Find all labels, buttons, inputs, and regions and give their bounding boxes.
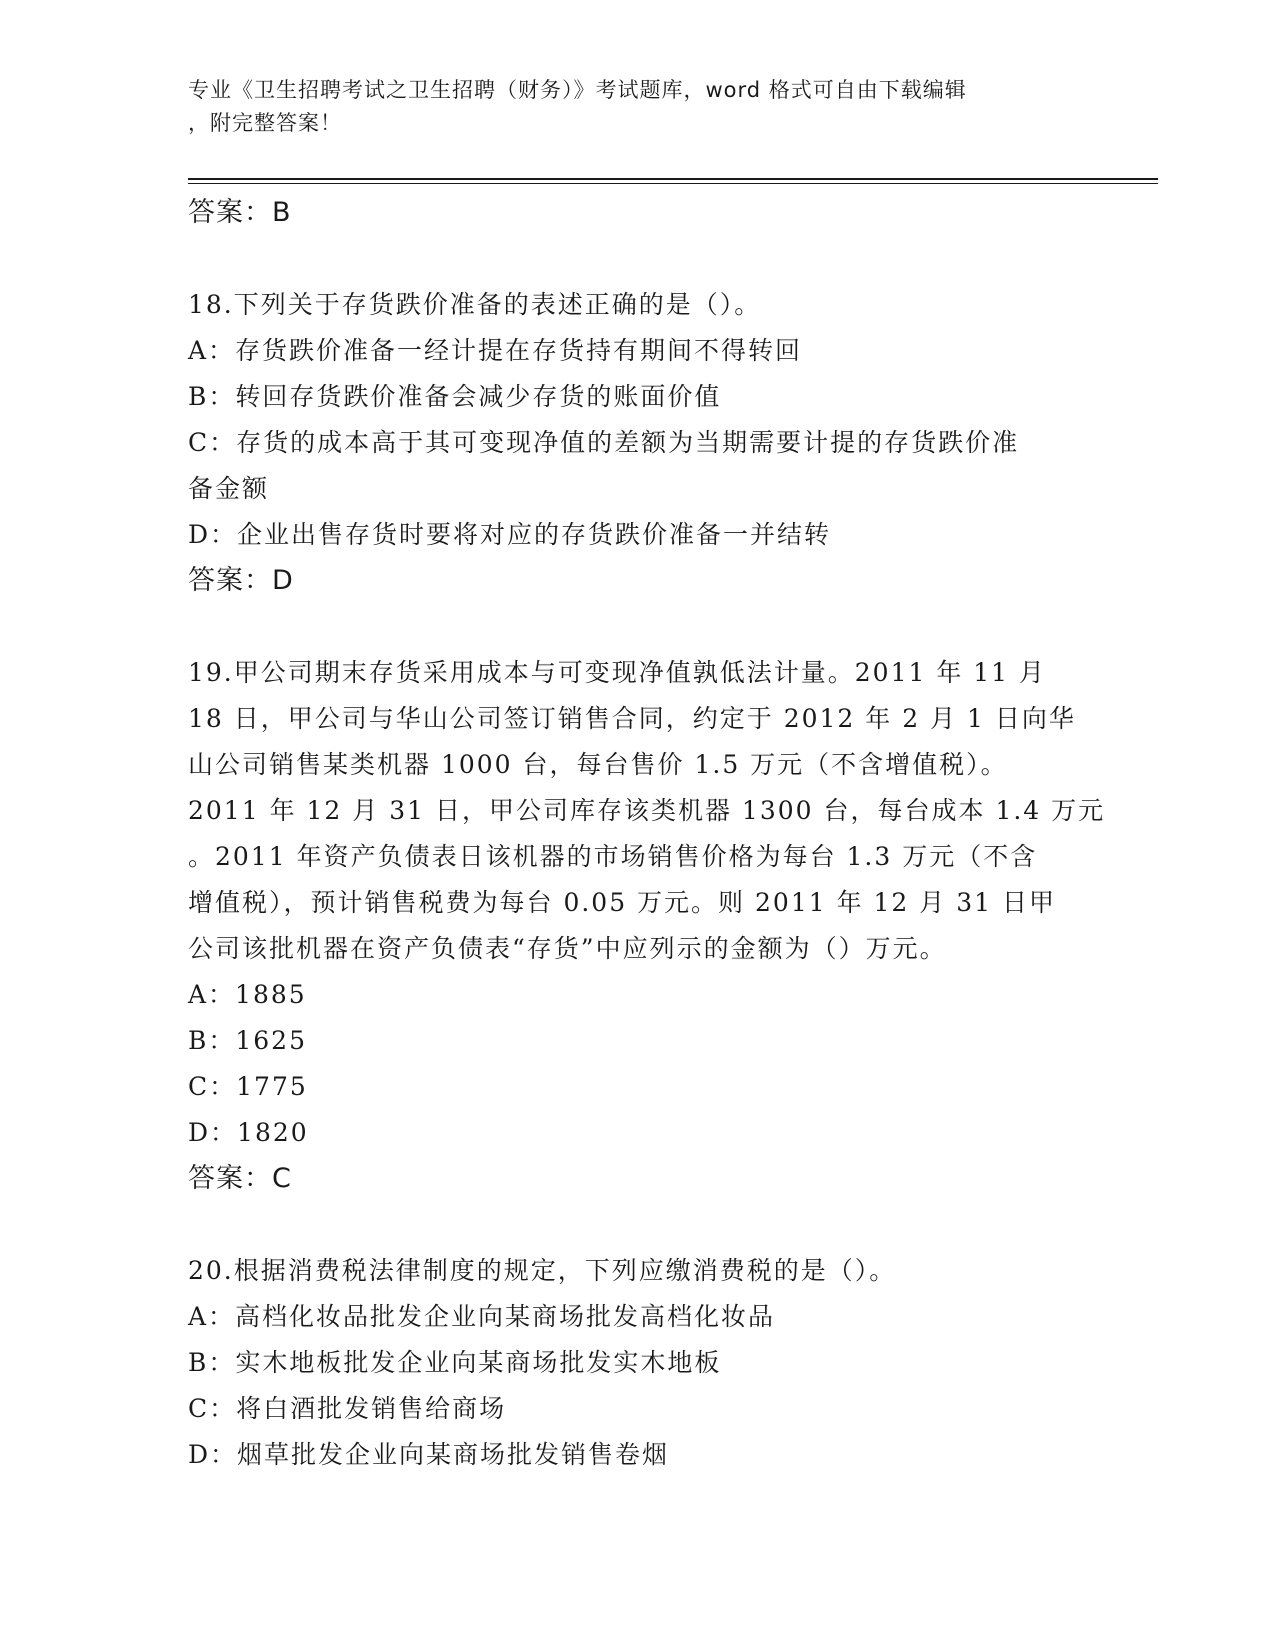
header-line-2: ，附完整答案！ <box>188 111 342 135</box>
question-18-option-b: B：转回存货跌价准备会减少存货的账面价值 <box>188 382 722 411</box>
question-18-option-a: A：存货跌价准备一经计提在存货持有期间不得转回 <box>188 336 803 365</box>
question-18 <box>188 282 1088 604</box>
question-18-option-c-line-1: C：存货的成本高于其可变现净值的差额为当期需要计提的存货跌价准 <box>188 428 1020 457</box>
question-19 <box>188 650 1106 1202</box>
question-20-option-d: D：烟草批发企业向某商场批发销售卷烟 <box>188 1440 670 1469</box>
question-20-option-b: B：实木地板批发企业向某商场批发实木地板 <box>188 1348 722 1377</box>
question-19-option-c: C：1775 <box>188 1072 308 1101</box>
question-content <box>188 190 1106 1478</box>
question-18-option-d: D：企业出售存货时要将对应的存货跌价准备一并结转 <box>188 520 832 549</box>
question-20-stem: 20.根据消费税法律制度的规定，下列应缴消费税的是（）。 <box>188 1256 897 1285</box>
question-19-option-b: B：1625 <box>188 1026 307 1055</box>
question-19-stem-line-4: 2011 年 12 月 31 日，甲公司库存该类机器 1300 台，每台成本 1.4 万元 <box>188 796 1106 825</box>
question-19-option-d: D：1820 <box>188 1118 309 1147</box>
page-header <box>188 74 1068 140</box>
question-19-stem-line-5: 。2011 年资产负债表日该机器的市场销售价格为每台 1.3 万元（不含 <box>188 842 1038 871</box>
question-19-stem-line-3: 山公司销售某类机器 1000 台，每台售价 1.5 万元（不含增值税）。 <box>188 750 1008 779</box>
question-20-option-c: C：将白酒批发销售给商场 <box>188 1394 507 1423</box>
question-20 <box>188 1248 1088 1478</box>
question-19-option-a: A：1885 <box>188 980 307 1009</box>
header-divider-thin <box>188 183 1158 184</box>
previous-answer: 答案：B <box>188 197 292 228</box>
header-divider-thick <box>188 178 1158 180</box>
question-18-answer: 答案：D <box>188 565 294 596</box>
question-20-option-a: A：高档化妆品批发企业向某商场批发高档化妆品 <box>188 1302 776 1331</box>
question-19-stem-line-6: 增值税），预计销售税费为每台 0.05 万元。则 2011 年 12 月 31 日甲 <box>188 888 1056 917</box>
question-19-answer: 答案：C <box>188 1163 292 1194</box>
question-19-stem-line-2: 18 日，甲公司与华山公司签订销售合同，约定于 2012 年 2 月 1 日向华 <box>188 704 1076 733</box>
question-18-stem: 18.下列关于存货跌价准备的表述正确的是（）。 <box>188 290 762 319</box>
question-19-stem-line-7: 公司该批机器在资产负债表“存货”中应列示的金额为（）万元。 <box>188 934 947 963</box>
header-line-1: 专业《卫生招聘考试之卫生招聘（财务）》考试题库，word 格式可自由下载编辑 <box>188 78 967 102</box>
question-18-option-c-line-2: 备金额 <box>188 474 270 503</box>
question-19-stem-line-1: 19.甲公司期末存货采用成本与可变现净值孰低法计量。2011 年 11 月 <box>188 658 1047 687</box>
